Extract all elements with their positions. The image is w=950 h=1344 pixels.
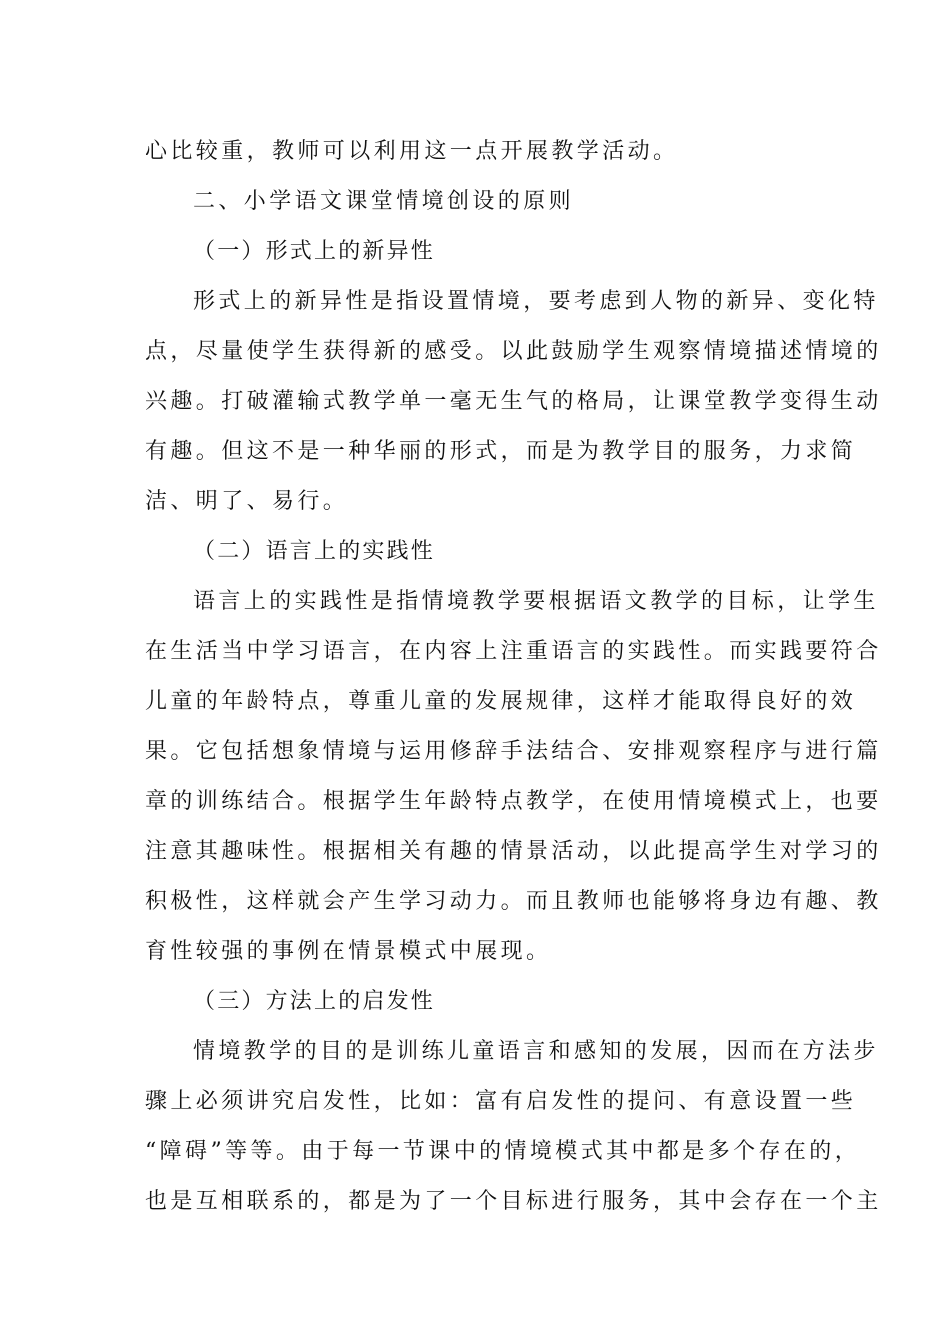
paragraph-line: 积极性，这样就会产生学习动力。而且教师也能够将身边有趣、教	[145, 889, 882, 914]
paragraph-line: 心比较重，教师可以利用这一点开展教学活动。	[145, 139, 679, 164]
paragraph-line: 情境教学的目的是训练儿童语言和感知的发展，因而在方法步	[193, 1039, 879, 1064]
paragraph-line: 兴趣。打破灌输式教学单一毫无生气的格局，让课堂教学变得生动	[145, 389, 882, 414]
paragraph-line: 骤上必须讲究启发性，比如：富有启发性的提问、有意设置一些	[145, 1089, 857, 1114]
subsection-heading: （二）语言上的实践性	[193, 539, 436, 564]
paragraph-line: 形式上的新异性是指设置情境，要考虑到人物的新异、变化特	[193, 289, 879, 314]
paragraph-line: 也是互相联系的，都是为了一个目标进行服务，其中会存在一个主	[145, 1189, 882, 1214]
paragraph-line: 在生活当中学习语言，在内容上注重语言的实践性。而实践要符合	[145, 639, 882, 664]
paragraph-line: 语言上的实践性是指情境教学要根据语文教学的目标，让学生	[193, 589, 879, 614]
subsection-heading: （三）方法上的启发性	[193, 989, 436, 1014]
paragraph-line: 有趣。但这不是一种华丽的形式，而是为教学目的服务，力求简	[145, 439, 857, 464]
paragraph-line: 点，尽量使学生获得新的感受。以此鼓励学生观察情境描述情境的	[145, 339, 882, 364]
section-heading: 二、小学语文课堂情境创设的原则	[193, 189, 575, 214]
paragraph-line: 洁、明了、易行。	[145, 489, 349, 514]
paragraph-line: “障碍”等等。由于每一节课中的情境模式其中都是多个存在的，	[145, 1139, 861, 1164]
subsection-heading: （一）形式上的新异性	[193, 239, 436, 264]
paragraph-line: 章的训练结合。根据学生年龄特点教学，在使用情境模式上，也要	[145, 789, 882, 814]
paragraph-line: 育性较强的事例在情景模式中展现。	[145, 939, 552, 964]
paragraph-line: 注意其趣味性。根据相关有趣的情景活动，以此提高学生对学习的	[145, 839, 882, 864]
paragraph-line: 果。它包括想象情境与运用修辞手法结合、安排观察程序与进行篇	[145, 739, 882, 764]
paragraph-line: 儿童的年龄特点，尊重儿童的发展规律，这样才能取得良好的效	[145, 689, 857, 714]
